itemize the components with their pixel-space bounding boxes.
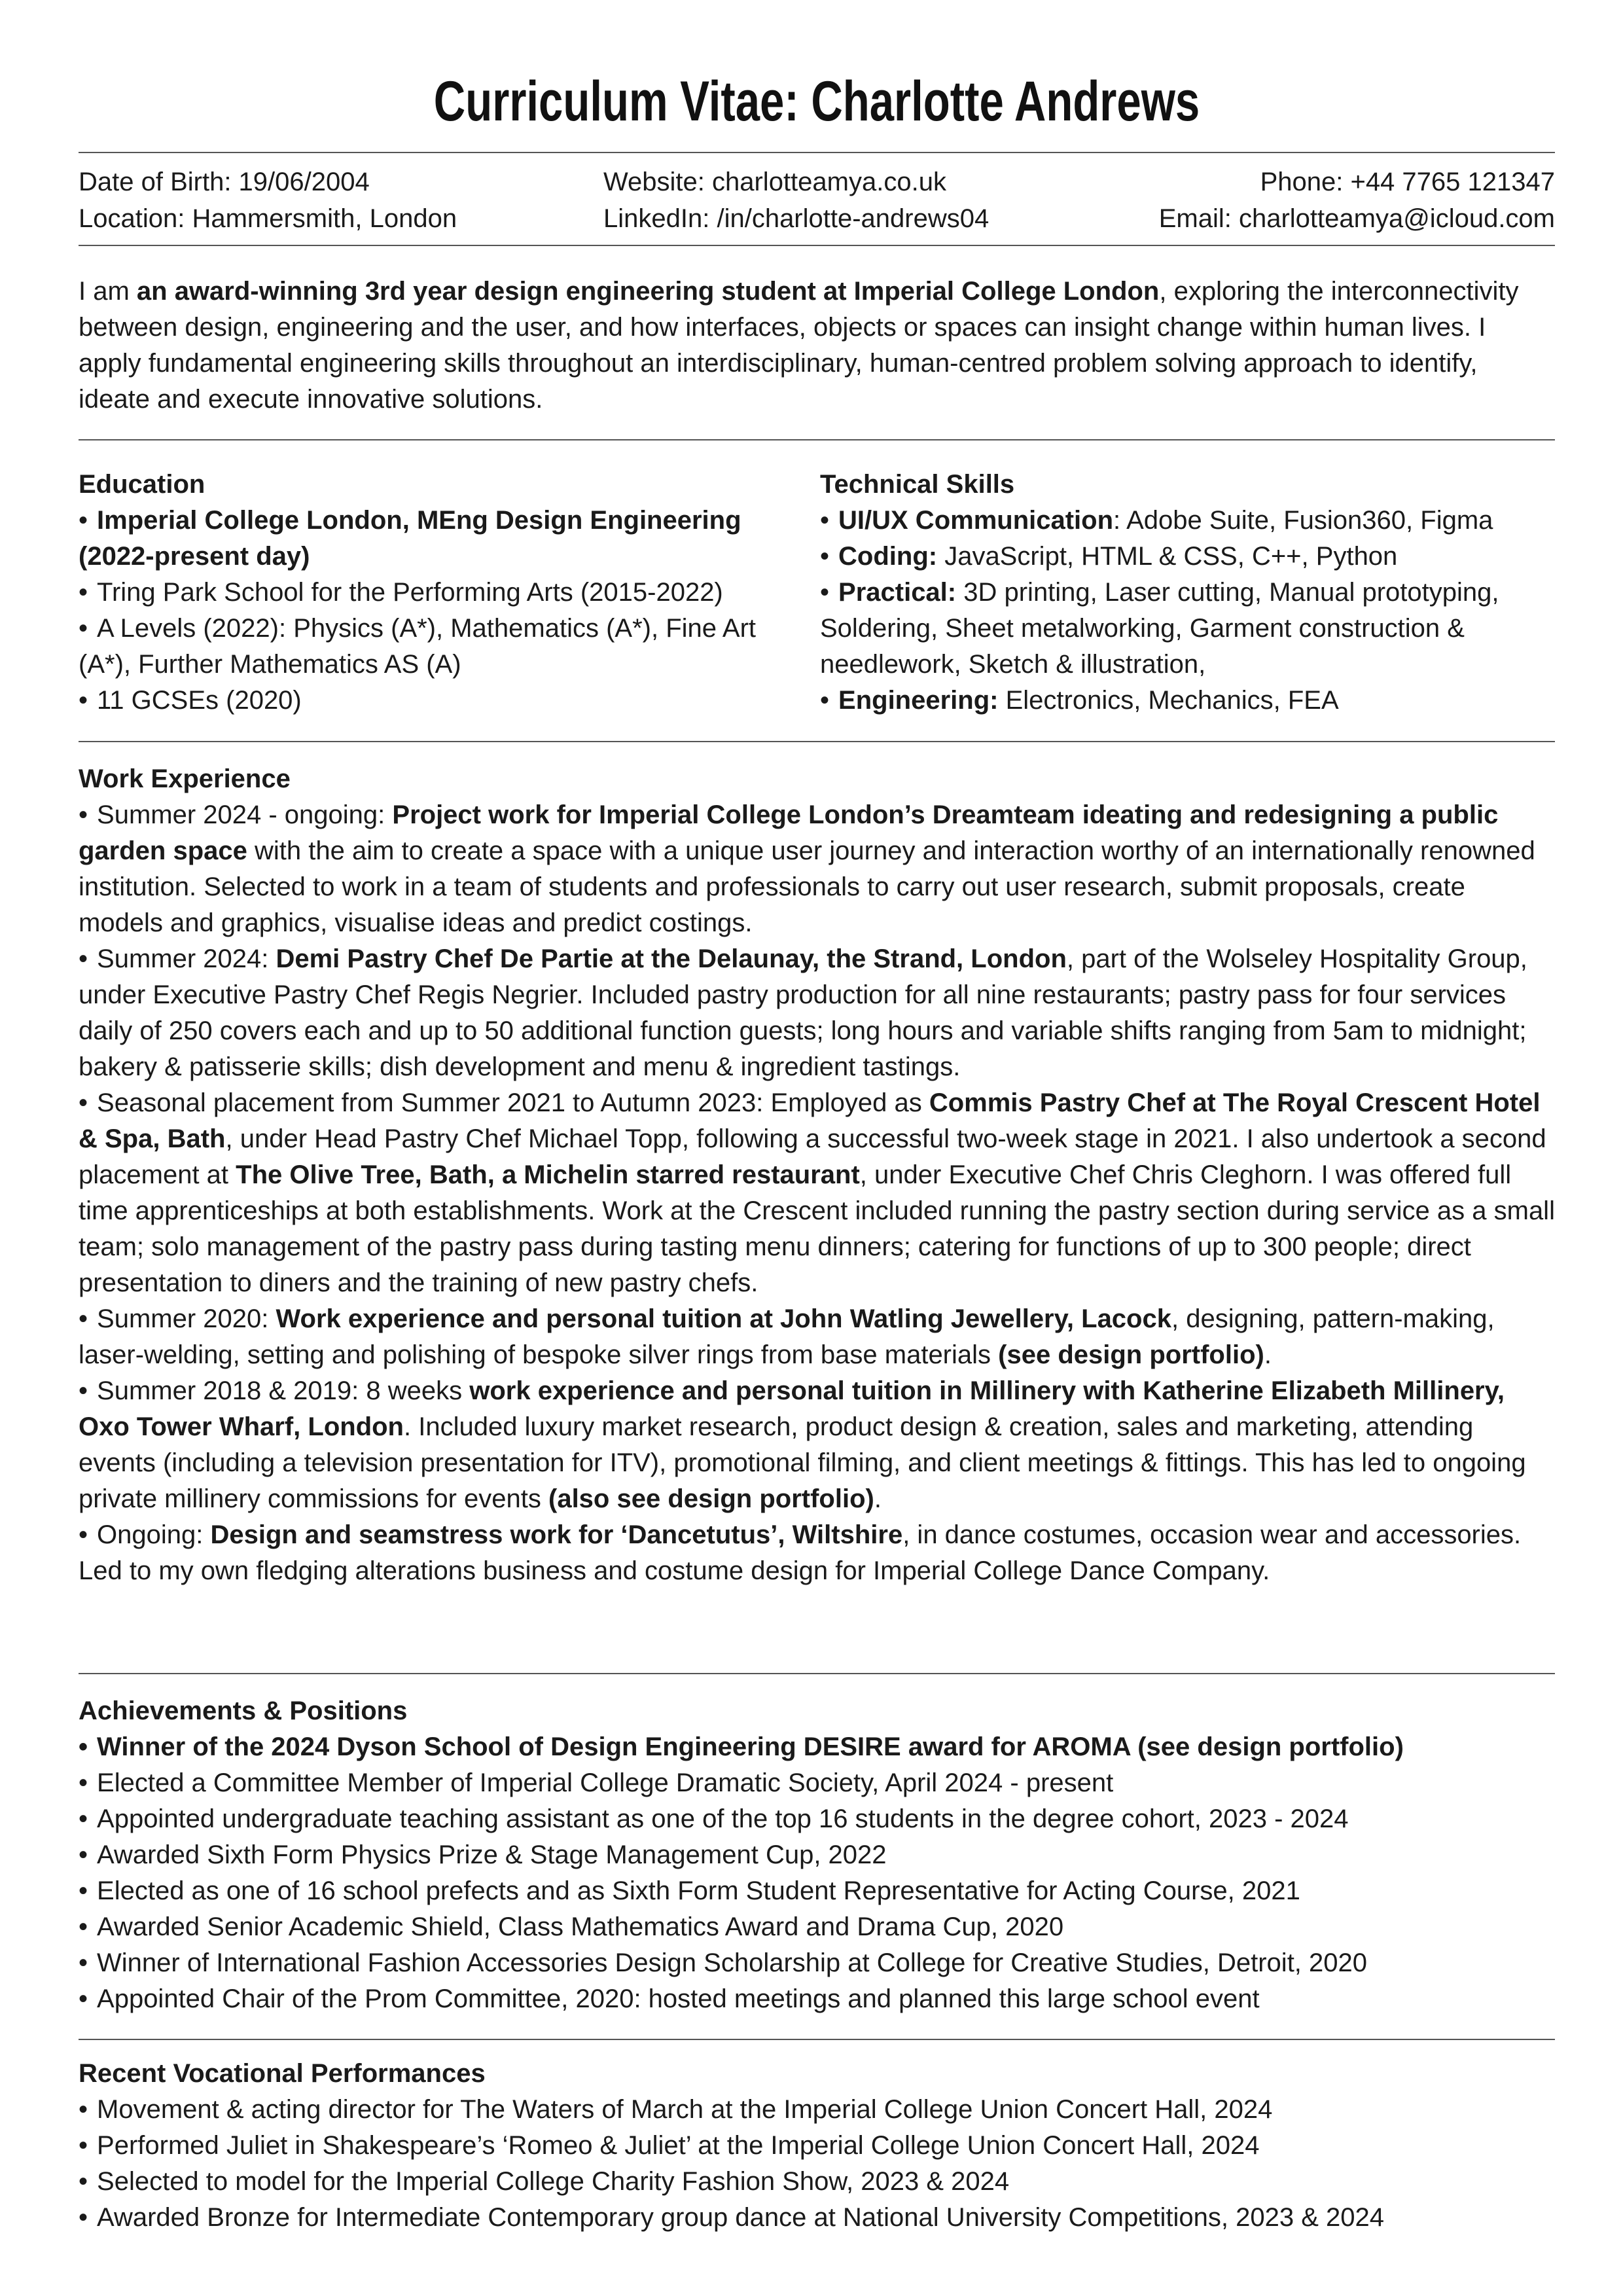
work-entry-text: , part of the Wolseley Hospitality Group, under Executive Pastry Chef Regis Negrier. Included pastry production for all nine restaurants; pastry pass for four services daily of 250 covers each and up to 50 additional function guests; long hours and variable shifts ranging from 5am to midnight; bakery & patisserie skills; dish development and menu & ingredient tastings. (79, 944, 1527, 1081)
achievement-item: • Elected as one of 16 school prefects and as Sixth Form Student Representative for Acting Course, 2021 (79, 1873, 1555, 1909)
skill-category: Engineering: (838, 686, 999, 715)
work-section (79, 761, 1555, 1589)
skills-heading: Technical Skills (820, 470, 1015, 499)
work-entry-highlight: Work experience and personal tuition at John Watling Jewellery, Lacock (276, 1304, 1171, 1333)
work-entry-text: , under Executive Chef Chris Cleghorn. I was offered full time apprenticeships at both establishments. Work at the Crescent included running the pastry section during service as a small team; solo management of the pastry pass during tasting menu dinners; catering for functions of up to 300 people; direct presentation to diners and the training of new pastry chefs. (79, 1160, 1555, 1297)
performances-list (79, 2092, 1555, 2236)
skill-category: Practical: (838, 578, 957, 607)
work-entry-text: Summer 2024: (97, 944, 276, 973)
work-entry-highlight: Design and seamstress work for ‘Dancetutus’, Wiltshire (210, 1520, 903, 1549)
work-heading: Work Experience (79, 764, 291, 793)
achievement-item: • Appointed Chair of the Prom Committee, 2020: hosted meetings and planned this large school event (79, 1981, 1555, 2017)
skill-category: UI/UX Communication (838, 506, 1114, 535)
work-entry-highlight: (also see design portfolio) (548, 1484, 874, 1513)
work-entry-text: with the aim to create a space with a unique user journey and interaction worthy of an internationally renowned institution. Selected to work in a team of students and professionals to carry out user research, submit proposals, create models and graphics, visualise ideas and predict costings. (79, 836, 1535, 937)
work-entry-text: . Included luxury market research, product design & creation, sales and marketing, attending events (including a television presentation for ITV), promotional filming, and client meetings & fittings. This has led to ongoing private millinery commissions for events (79, 1412, 1526, 1513)
achievement-item: • Winner of the 2024 Dyson School of Design Engineering DESIRE award for AROMA (see design portfolio) (79, 1729, 1555, 1765)
achievement-item: • Awarded Senior Academic Shield, Class Mathematics Award and Drama Cup, 2020 (79, 1909, 1555, 1945)
achievements-section (79, 1693, 1555, 2017)
work-entry-text: , under Head Pastry Chef Michael Topp, following a successful two-week stage in 2021. I also undertook a second placement at (79, 1124, 1546, 1189)
education-item (79, 575, 798, 611)
work-entry-text: , designing, pattern-making, laser-welding, setting and polishing of bespoke silver rings from base materials (79, 1304, 1495, 1369)
achievement-item: • Awarded Sixth Form Physics Prize & Stage Management Cup, 2022 (79, 1837, 1555, 1873)
achievement-item: • Elected a Committee Member of Imperial College Dramatic Society, April 2024 - present (79, 1765, 1555, 1801)
education-item-text: 11 GCSEs (2020) (97, 686, 302, 715)
skill-item (820, 503, 1555, 539)
education-skills (79, 466, 1555, 721)
work-entry-text: , in dance costumes, occasion wear and accessories. Led to my own fledging alterations business and costume design for Imperial College Dance Company. (79, 1520, 1522, 1585)
work-entry (79, 1085, 1555, 1301)
work-entry-text: Ongoing: (97, 1520, 211, 1549)
education-heading: Education (79, 470, 205, 499)
work-entry-text: . (874, 1484, 882, 1513)
work-entry (79, 797, 1555, 941)
date-of-birth: Date of Birth: 19/06/2004 (79, 168, 370, 196)
education-item (79, 683, 798, 719)
work-entry-highlight: Commis Pastry Chef at The Royal Crescent Hotel & Spa, Bath (79, 1088, 1541, 1153)
education-list (79, 503, 798, 719)
email-link[interactable]: Email: charlotteamya@icloud.com (1158, 204, 1555, 233)
divider (79, 245, 1555, 246)
achievements-heading: Achievements & Positions (79, 1696, 408, 1725)
education-item-text: Tring Park School for the Performing Arts (2015-2022) (97, 578, 723, 607)
education-section (79, 466, 798, 719)
skill-item (820, 575, 1555, 683)
divider (79, 152, 1555, 153)
divider (79, 439, 1555, 440)
work-entry (79, 1517, 1555, 1589)
skill-detail: 3D printing, Laser cutting, Manual prototyping, Soldering, Sheet metalworking, Garment construction & needlework, Sketch & illustration, (820, 578, 1499, 679)
work-entry-highlight: (see design portfolio) (998, 1340, 1264, 1369)
page-title: Curriculum Vitae: Charlotte Andrews (433, 70, 1200, 133)
phone[interactable]: Phone: +44 7765 121347 (1260, 168, 1555, 196)
summary-text: , exploring the interconnectivity between design, engineering and the user, and how interfaces, objects or spaces can insight change within human lives. I apply fundamental engineering skills throughout an interdisciplinary, human-centred problem solving approach to identify, ideate and execute innovative solutions. (79, 277, 1519, 414)
contact-col-personal (79, 164, 457, 237)
performance-item: • Movement & acting director for The Waters of March at the Imperial College Union Concert Hall, 2024 (79, 2092, 1555, 2128)
work-list (79, 797, 1555, 1589)
skill-detail: JavaScript, HTML & CSS, C++, Python (937, 542, 1398, 571)
skill-item (820, 539, 1555, 575)
divider (79, 1673, 1555, 1674)
achievements-list (79, 1729, 1555, 2017)
education-item-text: A Levels (2022): Physics (A*), Mathematics (A*), Fine Art (A*), Further Mathematics AS (A) (79, 614, 757, 679)
work-entry-highlight: The Olive Tree, Bath, a Michelin starred restaurant (236, 1160, 860, 1189)
skill-category: Coding: (838, 542, 938, 571)
education-item-bold: Imperial College London, MEng Design Engineering (2022-present day) (79, 506, 741, 571)
achievement-item: • Winner of International Fashion Accessories Design Scholarship at College for Creative Studies, Detroit, 2020 (79, 1945, 1555, 1981)
work-entry-text: . (1264, 1340, 1272, 1369)
divider (79, 2039, 1555, 2040)
contact-col-web (603, 164, 989, 237)
website-link[interactable]: Website: charlotteamya.co.uk (603, 168, 946, 196)
summary-highlight: an award-winning 3rd year design engineering student at Imperial College London (136, 277, 1160, 306)
education-item (79, 611, 798, 683)
work-entry-highlight: work experience and personal tuition in Millinery with Katherine Elizabeth Millinery, Oxo Tower Wharf, London (79, 1376, 1505, 1441)
work-entry (79, 941, 1555, 1085)
skill-detail: : Adobe Suite, Fusion360, Figma (1113, 506, 1493, 535)
performance-item: • Performed Juliet in Shakespeare’s ‘Romeo & Juliet’ at the Imperial College Union Concert Hall, 2024 (79, 2128, 1555, 2164)
location: Location: Hammersmith, London (79, 204, 457, 233)
achievement-item: • Appointed undergraduate teaching assistant as one of the top 16 students in the degree cohort, 2023 - 2024 (79, 1801, 1555, 1837)
work-entry (79, 1301, 1555, 1373)
work-entry-text: Seasonal placement from Summer 2021 to Autumn 2023: Employed as (97, 1088, 929, 1117)
work-entry-text: Summer 2020: (97, 1304, 276, 1333)
skill-item (820, 683, 1555, 719)
skill-detail: Electronics, Mechanics, FEA (998, 686, 1339, 715)
work-entry-text: Summer 2024 - ongoing: (97, 800, 393, 829)
work-entry-highlight: Demi Pastry Chef De Partie at the Delaunay, the Strand, London (276, 944, 1067, 973)
contact-col-direct (1159, 164, 1555, 237)
performances-section (79, 2055, 1555, 2236)
education-item (79, 503, 798, 575)
performance-item: • Selected to model for the Imperial College Charity Fashion Show, 2023 & 2024 (79, 2164, 1555, 2200)
divider (79, 741, 1555, 742)
summary-intro: I am (79, 277, 137, 306)
work-entry-text: Summer 2018 & 2019: 8 weeks (97, 1376, 470, 1405)
work-entry-highlight: Project work for Imperial College London’s Dreamteam ideating and redesigning a public garden space (79, 800, 1499, 865)
performances-heading: Recent Vocational Performances (79, 2059, 486, 2088)
summary (79, 274, 1555, 418)
performance-item: • Awarded Bronze for Intermediate Contemporary group dance at National University Competitions, 2023 & 2024 (79, 2200, 1555, 2236)
skills-section (820, 466, 1555, 719)
linkedin-link[interactable]: LinkedIn: /in/charlotte-andrews04 (603, 204, 990, 233)
skills-list (820, 503, 1555, 719)
work-entry (79, 1373, 1555, 1517)
